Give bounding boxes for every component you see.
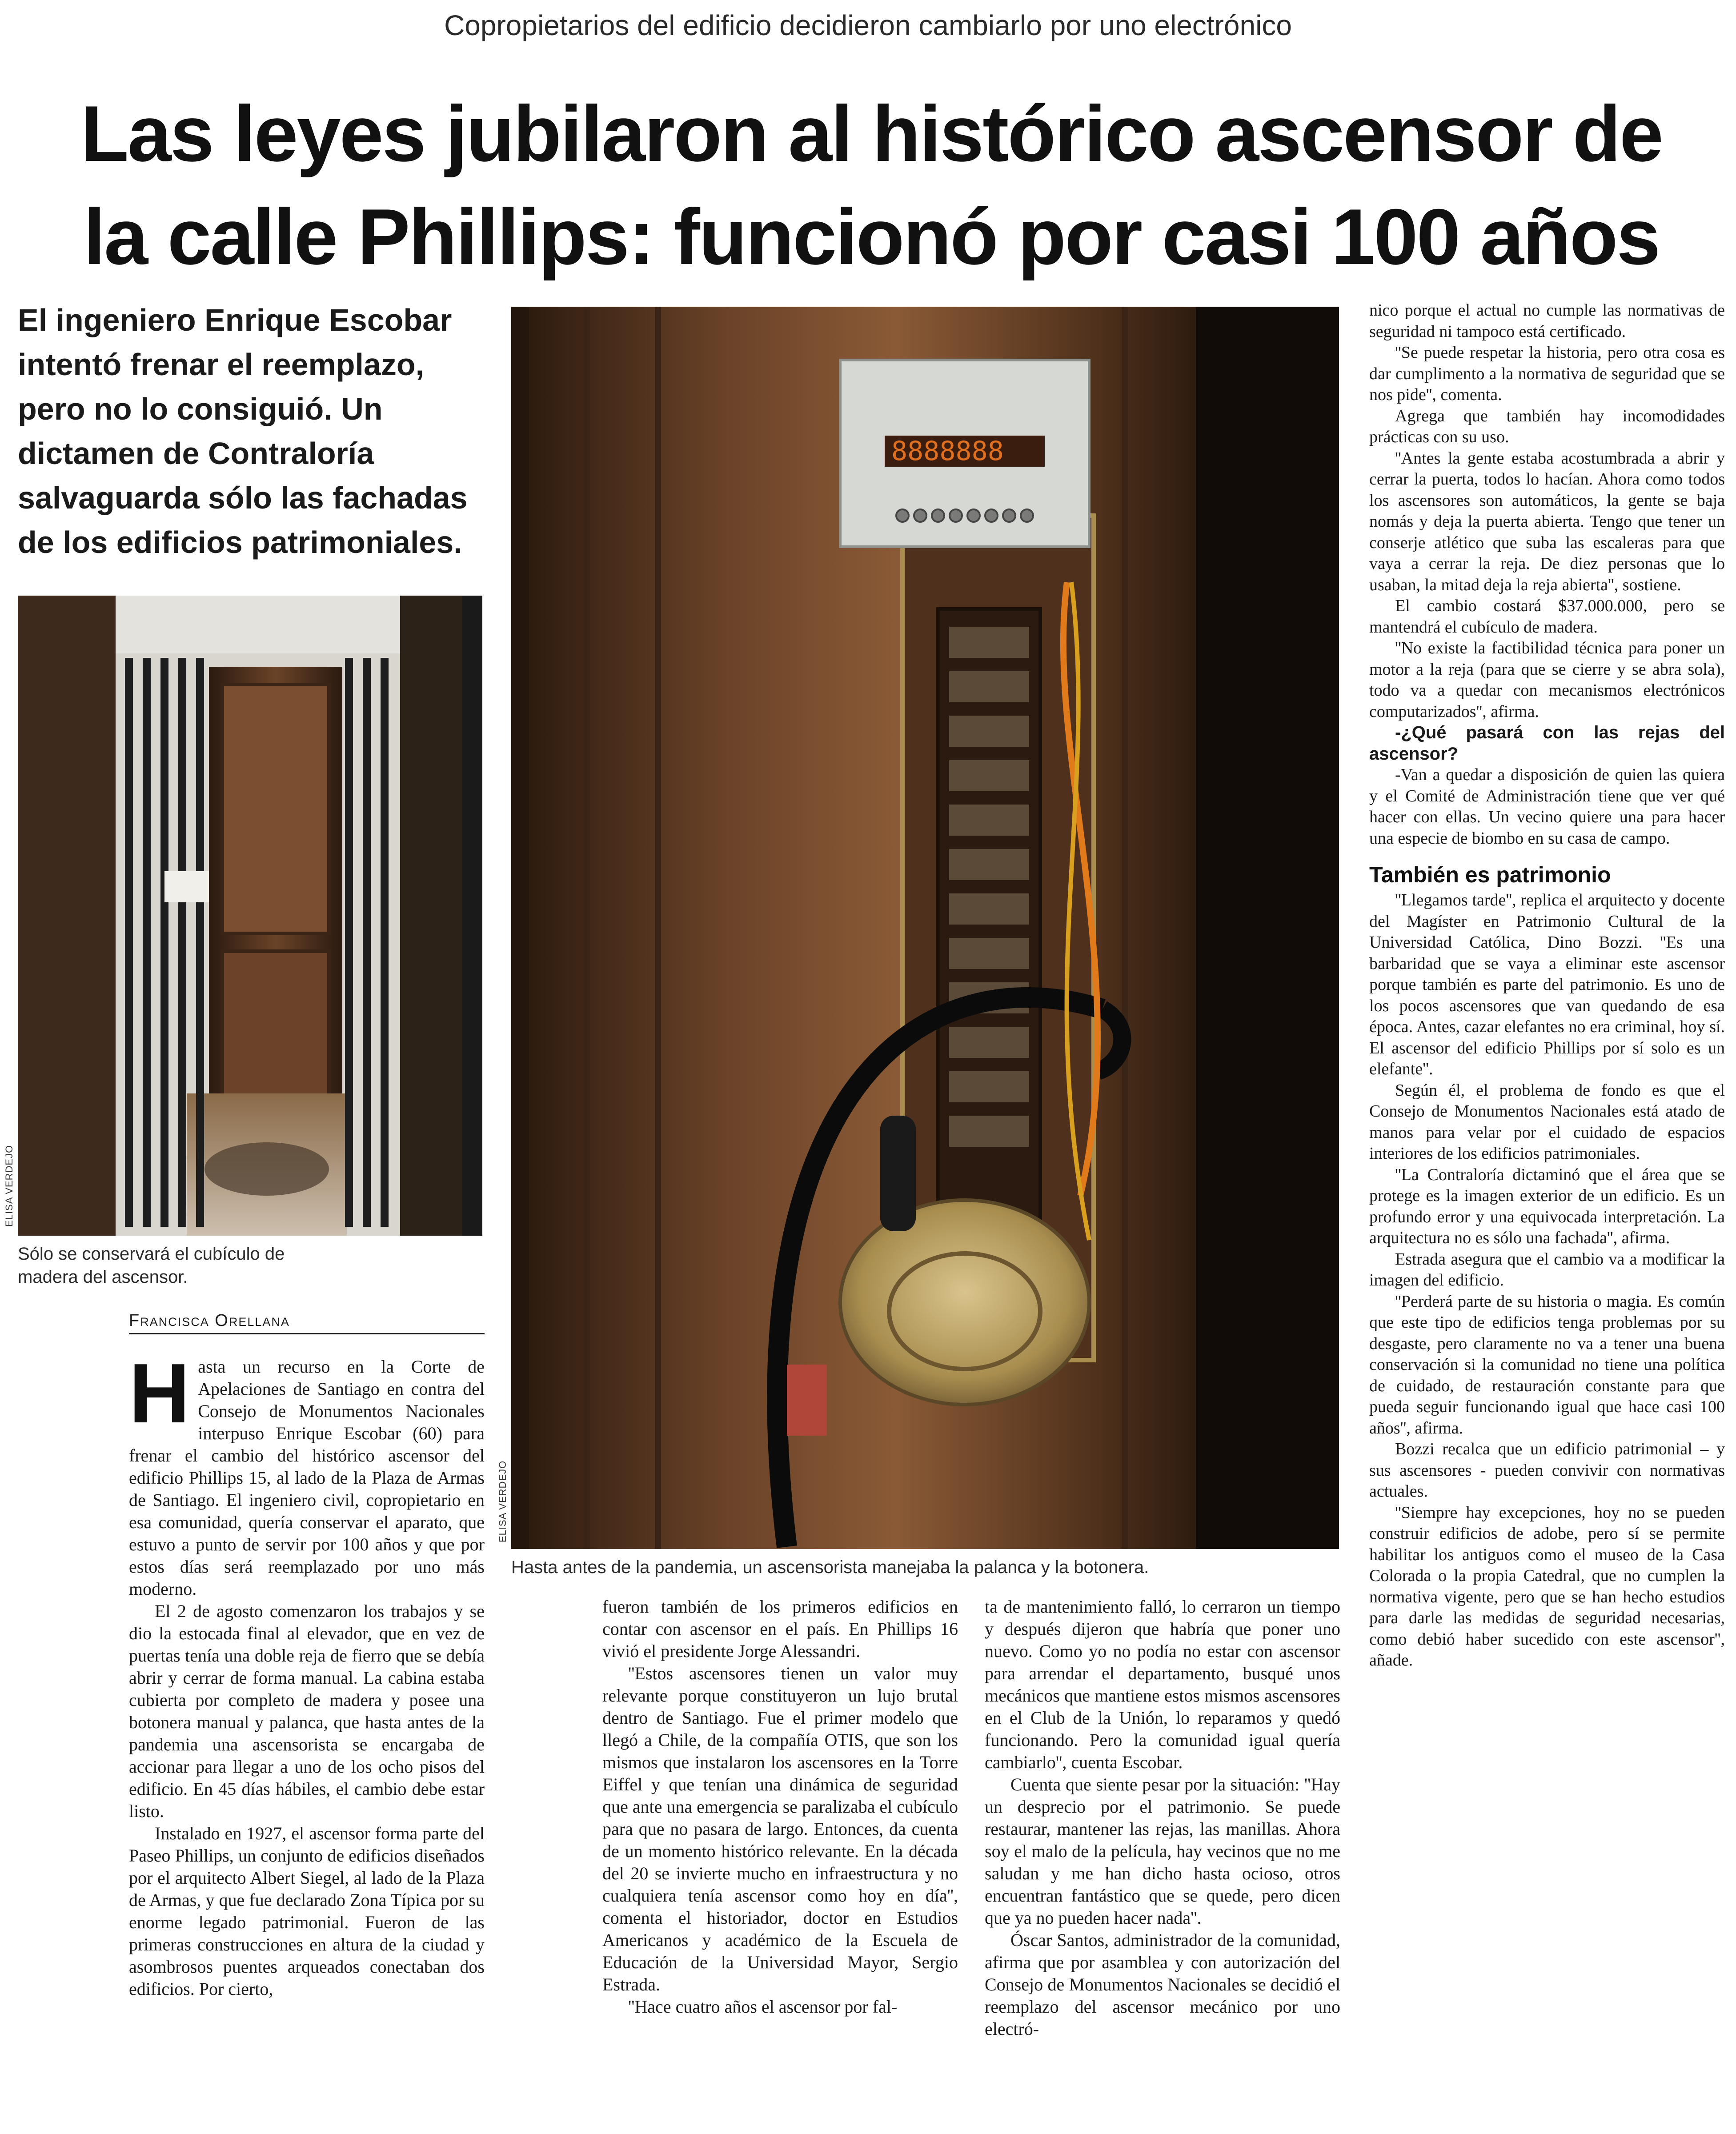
body-paragraph: ''Perderá parte de su historia o magia. Es común que este tipo de edificios tenga problemas por su desgaste, pero claramente no va a tener una buena conservación si la comunidad no tiene una política de cuidado, de restauración constante para que pueda seguir funcionando igual que hace casi 100 años'', afirma. <box>1369 1292 1725 1437</box>
body-paragraph: Agrega que también hay incomodidades prácticas con su uso. <box>1369 406 1725 446</box>
body-column-1 <box>129 1346 485 2000</box>
body-paragraph: ''Se puede respetar la historia, pero otra cosa es dar cumplimento a la normativa de seguridad que se nos pide'', comenta. <box>1369 343 1725 404</box>
body-paragraph: -Van a quedar a disposición de quien las quiera y el Comité de Administración tiene que ver qué hacer con ellas. Un vecino quiere una para hacer una especie de biombo en su casa de campo. <box>1369 765 1725 848</box>
body-paragraph: Instalado en 1927, el ascensor forma parte del Paseo Phillips, un conjunto de edificios diseñados por el arquitecto Albert Siegel, al lado de la Plaza de Armas, y que fue declarado Zona Típica por su enorme legado patrimonial. Fueron de las primeras construcciones en altura de la ciudad y asombrosos puentes arqueados conectaban dos edificios. Por cierto, <box>129 1823 485 1999</box>
drop-cap: H <box>129 1346 190 1441</box>
body-paragraph: ta de mantenimiento falló, lo cerraron un tiempo y después dijeron que habría que poner uno nuevo. Como yo no podía no estar con ascensor para arrendar el departamento, busqué unos mecánicos que mantiene estos mismos ascensores en el Club de la Unión, lo reparamos y quedó funcionando. Pero la comunidad igual quería cambiarlo'', cuenta Escobar. <box>985 1597 1340 1772</box>
elevator-cabin-illustration <box>18 596 482 1236</box>
body-paragraph: Óscar Santos, administrador de la comunidad, afirma que por asamblea y con autorización del Consejo de Monumentos Nacionales se decidió el reemplazo del ascensor mecánico por uno electró- <box>985 1930 1340 2039</box>
elevator-controls-illustration <box>511 307 1339 1549</box>
headline <box>49 82 1694 288</box>
photo-credit-small: ELISA VERDEJO <box>4 1145 15 1227</box>
elevator-digit-display: 8888888 <box>891 436 1004 467</box>
body-paragraph: El 2 de agosto comenzaron los trabajos y se dio la estocada final al elevador, que en vez de puertas tenía una doble reja de fierro que se debía abrir y cerrar de forma manual. La cabina estaba cubierta por completo de madera y posee una botonera manual y palanca, que hasta antes de la pandemia una ascensorista se encargaba de accionar para llegar a uno de los ocho pisos del edificio. En 45 días hábiles, el cambio debe estar listo. <box>129 1601 485 1821</box>
body-paragraph: ''Siempre hay excepciones, hoy no se pueden construir edificios de adobe, pero sí se permite habilitar los antiguos como el museo de la Casa Colorada o la propia Catedral, que no cumplen la normativa vigente, pero que se han hecho estudios para darle las medidas de seguridad necesarias, como debió haber sucedido con este ascensor'', añade. <box>1369 1503 1725 1670</box>
headline-line-1: Las leyes jubilaron al histórico ascensor de <box>80 89 1662 178</box>
body-paragraph: Cuenta que siente pesar por la situación: ''Hay un desprecio por el patrimonio. Se puede restaurar, mantener las rejas, las manillas. Ahora soy el malo de la película, hay vecinos que no me saludan y me han dicho hasta ocioso, otros encuentran fantástico que se quede, pero dicen que ya no pueden hacer nada''. <box>985 1774 1340 1928</box>
photo-elevator-cabin <box>18 596 482 1236</box>
body-column-2 <box>602 1596 958 2018</box>
kicker: Copropietarios del edificio decidieron cambiarlo por uno electrónico <box>444 9 1292 41</box>
photo-elevator-controls <box>511 307 1339 1549</box>
body-paragraph: Hasta un recurso en la Corte de Apelaciones de Santiago en contra del Consejo de Monumentos Nacionales interpuso Enrique Escobar (60) para frenar el cambio del histórico ascensor del edificio Phillips 15, al lado de la Plaza de Armas de Santiago. El ingeniero civil, copropietario en esa comunidad, quería conservar el aparato, que estuvo a punto de servir por 100 años y que por estos días será reemplazado por uno más moderno. <box>129 1346 485 1599</box>
body-paragraph: ''Antes la gente estaba acostumbrada a abrir y cerrar la puerta, todos lo hacían. Ahora como todos los ascensores son automáticos, la gente se baja nomás y deja la puerta abierta. Tengo que tener un conserje atlético que suba las escaleras para que vaya a cerrar la reja. De diez personas que lo usaban, la mitad deja la reja abierta'', sostiene. <box>1369 448 1725 594</box>
body-paragraph: nico porque el actual no cumple las normativas de seguridad ni tampoco está certificado. <box>1369 301 1725 341</box>
body-paragraph: ''Hace cuatro años el ascensor por fal- <box>628 1997 898 2017</box>
body-paragraph: ''No existe la factibilidad técnica para poner un motor a la reja (para que se cierre y se abra sola), todo va a quedar con mecanismos electrónicos computarizados'', afirma. <box>1369 639 1725 721</box>
lead-paragraph: El ingeniero Enrique Escobar intentó frenar el reemplazo, pero no lo consiguió. Un dictamen de Contraloría salvaguarda sólo las fachadas de los edificios patrimoniales. <box>18 303 468 560</box>
byline: Francisca Orellana <box>129 1311 485 1334</box>
photo-credit-large: ELISA VERDEJO <box>497 1460 508 1542</box>
body-paragraph: Estrada asegura que el cambio va a modificar la imagen del edificio. <box>1369 1249 1725 1289</box>
headline-line-2: la calle Phillips: funcionó por casi 100 años <box>83 192 1660 281</box>
caption-large-photo: Hasta antes de la pandemia, un ascensorista manejaba la palanca y la botonera. <box>511 1557 1149 1577</box>
body-paragraph: ''Llegamos tarde'', replica el arquitecto y docente del Magíster en Patrimonio Cultural de la Universidad Católica, Dino Bozzi. ''Es una barbaridad que se vaya a eliminar este ascensor porque también es parte del patrimonio. Es uno de los pocos ascensores que van quedando de esa época. Antes, cazar elefantes no era criminal, hoy sí. El ascensor del edificio Phillips por sí solo es un elefante''. <box>1369 891 1725 1078</box>
body-paragraph: ''Estos ascensores tienen un valor muy relevante porque constituyeron un lujo brutal dentro de Santiago. Fue el primer modelo que llegó a Chile, de la compañía OTIS, que son los mismos que instalaron los ascensores en la Torre Eiffel y que tenían una dinámica de seguridad que ante una emergencia se paralizaba el cubículo para que no pasara de largo. Entonces, da cuenta de un momento histórico relevante. En la década del 20 se invierte mucho en infraestructura y no cualquiera tenía ascensor como hoy en día'', comenta el historiador, doctor en Estudios Americanos y académico de la Escuela de Educación de la Universidad Mayor, Sergio Estrada. <box>602 1663 958 1994</box>
body-paragraph: fueron también de los primeros edificios en contar con ascensor en el país. En Phillips 16 vivió el presidente Jorge Alessandri. <box>602 1597 958 1661</box>
body-paragraph: Según él, el problema de fondo es que el Consejo de Monumentos Nacionales está atado de manos para velar por el cuidado de espacios interiores de los edificios patrimoniales. <box>1369 1081 1725 1163</box>
body-column-3 <box>985 1596 1340 2040</box>
body-paragraph: El cambio costará $37.000.000, pero se mantendrá el cubículo de madera. <box>1369 597 1725 637</box>
body-column-4 <box>1369 300 1725 1671</box>
interview-question: -¿Qué pasará con las rejas del ascensor? <box>1369 723 1725 764</box>
subheading: También es patrimonio <box>1369 862 1611 887</box>
body-paragraph: Bozzi recalca que un edificio patrimonial – y sus ascensores - pueden convivir con normativas actuales. <box>1369 1440 1725 1501</box>
body-paragraph: ''La Contraloría dictaminó que el área que se protege es la imagen exterior de un edificio. Es un profundo error y una equivocada interpretación. La arquitectura no es sólo una fachada'', afirma. <box>1369 1165 1725 1247</box>
caption-small-photo: Sólo se conservará el cubículo de madera del ascensor. <box>18 1244 285 1287</box>
